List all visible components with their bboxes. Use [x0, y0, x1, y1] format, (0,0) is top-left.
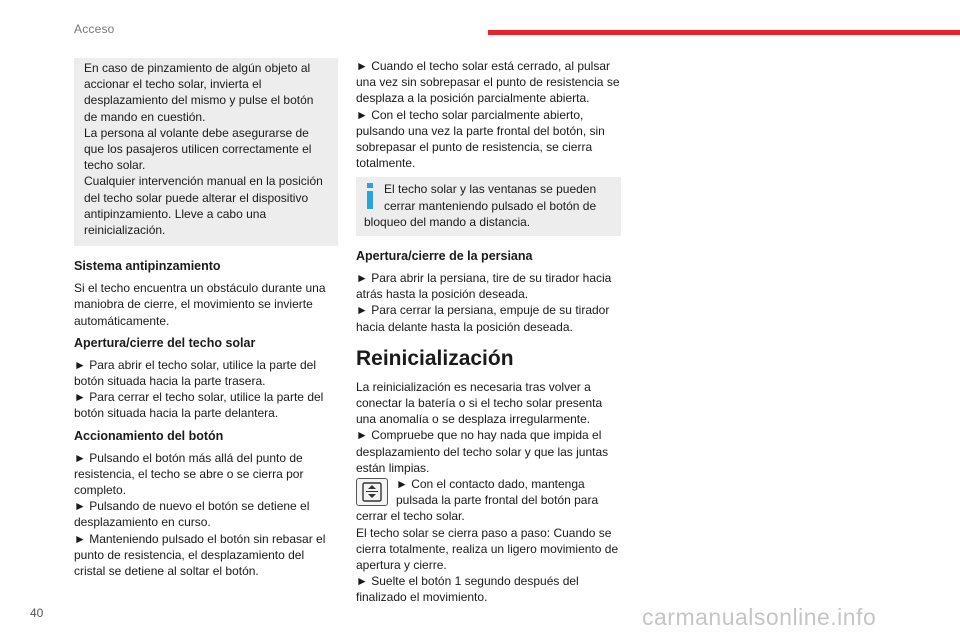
list-item: ► Cuando el techo solar está cerrado, al pulsar una vez sin sobrepasar el punto de resistencia se desplaza a la posición parcialmente abierta. — [356, 59, 620, 106]
list-item: ► Para cerrar el techo solar, utilice la parte del botón situada hacia la parte delantera. — [74, 390, 324, 421]
info-text: El techo solar y las ventanas se pueden cerrar manteniendo pulsado el botón de bloqueo del mando a distancia. — [364, 182, 597, 229]
watermark: carmanualsonline.info — [642, 604, 877, 630]
warning-box — [74, 58, 338, 246]
info-icon — [364, 183, 376, 209]
list-item: ► Con el techo solar parcialmente abierto, pulsando una vez la parte frontal del botón, sin sobrepasar el punto de resistencia, se cierra totalmente. — [356, 107, 605, 171]
sunroof-button-icon — [356, 478, 388, 506]
warning-text: Cualquier intervención manual en la posición del techo solar puede alterar el dispositivo antipinzamiento. Lleve a cabo una reinicialización. — [84, 174, 323, 238]
reset-title: Reinicialización — [356, 346, 514, 370]
list-item: ► Para abrir la persiana, tire de su tirador hacia atrás hasta la posición deseada. — [356, 271, 612, 302]
section-title: Acceso — [74, 22, 115, 36]
list-item: ► Para abrir el techo solar, utilice la parte del botón situada hacia la parte trasera. — [74, 357, 316, 389]
warning-text: La persona al volante debe asegurarse de que los pasajeros utilicen correctamente el techo solar. — [84, 125, 312, 173]
list-item: ► Suelte el botón 1 segundo después del finalizado el movimiento. — [356, 574, 579, 605]
header-accent-bar — [488, 30, 960, 35]
right-column — [356, 58, 621, 610]
antipinch-section — [74, 258, 338, 329]
reset-step-with-icon — [356, 476, 621, 525]
antipinch-text: Si el techo encuentra un obstáculo durante una maniobra de cierre, el movimiento se invierte automáticamente. — [74, 281, 326, 328]
blind-title: Apertura/cierre de la persiana — [356, 249, 533, 264]
left-column — [74, 58, 338, 585]
antipinch-title: Sistema antipinzamiento — [74, 259, 221, 274]
open-close-title: Apertura/cierre del techo solar — [74, 335, 256, 350]
reset-section — [356, 347, 621, 606]
reset-step-text: El techo solar se cierra paso a paso: Cuando se cierra totalmente, realiza un ligero movimiento de apertura y cierre. — [356, 525, 619, 573]
button-op-title: Accionamiento del botón — [74, 428, 224, 443]
list-item: ► Compruebe que no hay nada que impida el desplazamiento del techo solar y que las juntas están limpias. — [356, 428, 609, 475]
warning-text: En caso de pinzamiento de algún objeto al accionar el techo solar, invierta el desplazamiento del mismo y pulse el botón de mando en cuestión. — [84, 61, 314, 124]
page-number: 40 — [30, 606, 44, 620]
list-item: ► Para cerrar la persiana, empuje de su tirador hacia delante hasta la posición deseada. — [356, 303, 610, 334]
list-item: ► Manteniendo pulsado el botón sin rebasar el punto de resistencia, el desplazamiento del cristal se detiene al soltar el botón. — [74, 531, 326, 579]
open-close-section — [74, 335, 338, 422]
blind-section — [356, 248, 621, 335]
list-item: ► Pulsando de nuevo el botón se detiene el desplazamiento en curso. — [74, 499, 310, 530]
info-box — [356, 177, 621, 236]
reset-intro: La reinicialización es necesaria tras volver a conectar la batería o si el techo solar presenta una anomalía o se desplaza irregularmente. — [356, 379, 603, 427]
button-op-section — [74, 428, 338, 580]
list-item: ► Con el contacto dado, mantenga pulsada la parte frontal del botón para cerrar el techo solar. — [356, 477, 599, 524]
list-item: ► Pulsando el botón más allá del punto de resistencia, el techo se abre o se cierra por completo. — [74, 450, 304, 498]
